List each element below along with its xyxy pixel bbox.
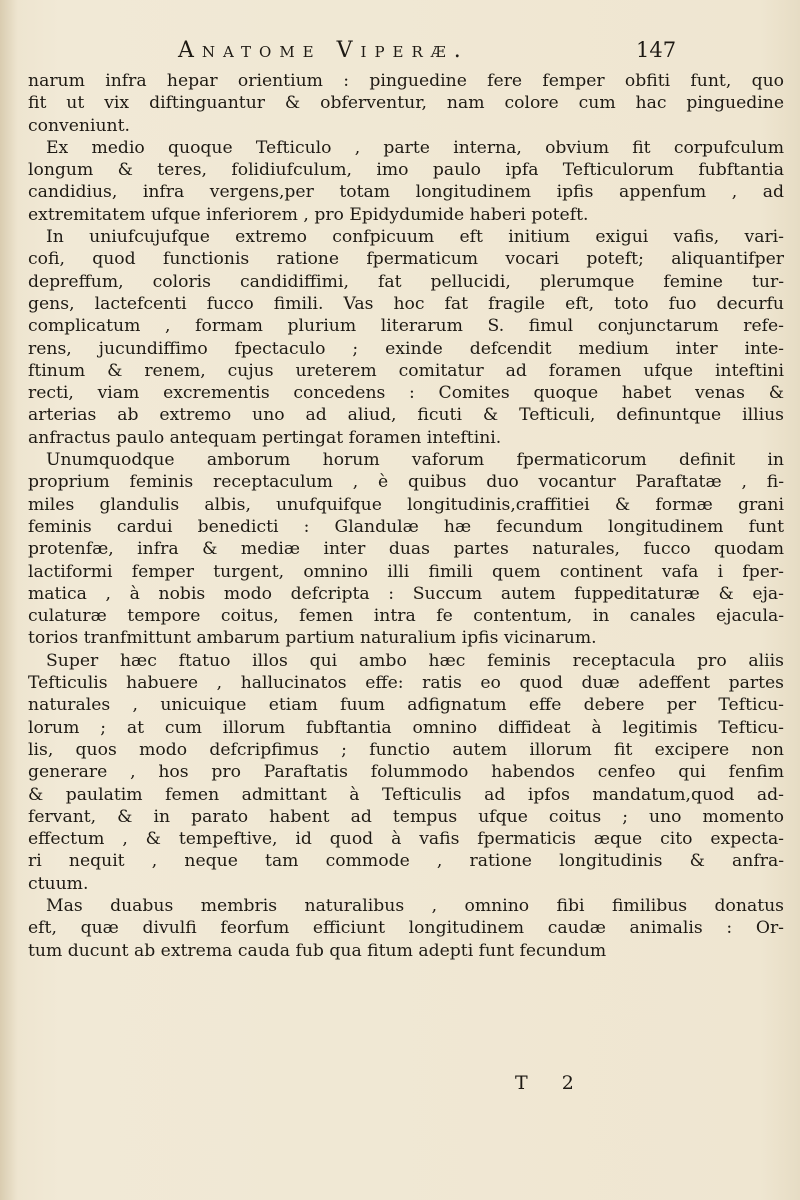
text-line: naturales , unicuique etiam fuum adfignatum effe debere per Tefticu- (28, 695, 784, 716)
text-line: In uniufcujufque extremo confpicuum eft initium exigui vafis, vari- (46, 227, 784, 248)
text-line: lactiformi femper turgent, omnino illi fimili quem continent vafa i fper- (28, 561, 784, 582)
text-line: Unumquodque amborum horum vaforum fpermaticorum definit in (46, 450, 784, 471)
running-head: Anatome Viperæ. (178, 38, 469, 63)
page-header (0, 32, 800, 72)
text-line: ftinum & renem, cujus ureterem comitatur ad foramen ufque inteftini (28, 360, 784, 381)
text-line: depreffum, coloris candidiffimi, fat pellucidi, plerumque femine tur- (28, 271, 784, 292)
text-line: arterias ab extremo uno ad aliud, ficuti & Tefticuli, definuntque illius (28, 405, 784, 426)
text-line: extremitatem ufque inferiorem , pro Epidydumide haberi poteft. (28, 204, 589, 225)
text-line: ri nequit , neque tam commode , ratione longitudinis & anfra- (28, 851, 784, 872)
text-line: & paulatim femen admittant à Tefticulis ad ipfos mandatum,quod ad- (28, 784, 784, 805)
text-line: eft, quæ divulfi feorfum efficiunt longitudinem caudæ animalis : Or- (28, 918, 784, 939)
text-line: miles glandulis albis, unufquifque longitudinis,craffitiei & formæ grani (28, 494, 784, 515)
text-line: lorum ; at cum illorum fubftantia omnino diffideat à legitimis Tefticu- (28, 717, 784, 738)
text-line: generare , hos pro Paraftatis folummodo habendos cenfeo qui fenfim (28, 762, 784, 783)
text-line: lis, quos modo defcripfimus ; functio autem illorum fit excipere non (28, 739, 784, 760)
text-line: rens, jucundiffimo fpectaculo ; exinde defcendit medium inter inte- (28, 338, 784, 359)
text-line: narum infra hepar orientium : pinguedine fere femper obfiti funt, quo (28, 71, 784, 91)
text-line: tum ducunt ab extrema cauda fub qua fitum adepti funt fecundum (28, 940, 607, 961)
text-line: recti, viam excrementis concedens : Comites quoque habet venas & (28, 383, 784, 404)
text-line: Mas duabus membris naturalibus , omnino fibi fimilibus donatus (46, 895, 784, 916)
text-line: conveniunt. (28, 115, 131, 136)
text-line: fit ut vix diftinguantur & obferventur, nam colore cum hac pinguedine (28, 93, 784, 114)
body-text (28, 70, 784, 962)
text-line: matica , à nobis modo defcripta : Succum autem fuppeditaturæ & eja- (28, 583, 784, 604)
text-line: fervant, & in parato habent ad tempus ufque coitus ; uno momento (28, 806, 784, 827)
text-line: protenfæ, infra & mediæ inter duas partes naturales, fucco quodam (28, 539, 784, 560)
signature-mark: T 2 (515, 1072, 588, 1094)
text-line: torios tranfmittunt ambarum partium naturalium ipfis vicinarum. (28, 628, 597, 649)
text-line: ctuum. (28, 873, 89, 894)
text-line: cofi, quod functionis ratione fpermaticum vocari poteft; aliquantifper (28, 249, 784, 270)
page-number: 147 (636, 38, 677, 62)
text-line: Tefticulis habuere , hallucinatos effe: ratis eo quod duæ adeffent partes (28, 673, 784, 694)
text-line: feminis cardui benedicti : Glandulæ hæ fecundum longitudinem funt (28, 516, 784, 537)
text-line: Super hæc ftatuo illos qui ambo hæc feminis receptacula pro aliis (46, 650, 784, 671)
text-line: anfractus paulo antequam pertingat foramen inteftini. (28, 427, 502, 448)
text-line: complicatum , formam plurium literarum S. fimul conjunctarum refe- (28, 316, 784, 337)
text-line: effectum , & tempeftive, id quod à vafis fpermaticis æque cito expecta- (28, 829, 784, 850)
text-line: culaturæ tempore coitus, femen intra fe contentum, in canales ejacula- (28, 606, 784, 627)
text-line: gens, lactefcenti fucco fimili. Vas hoc fat fragile eft, toto fuo decurfu (28, 293, 784, 314)
text-line: candidius, infra vergens,per totam longitudinem ipfis appenfum , ad (28, 182, 784, 203)
text-line: longum & teres, folidiufculum, imo paulo ipfa Tefticulorum fubftantia (28, 160, 784, 181)
text-line: proprium feminis receptaculum , è quibus duo vocantur Paraftatæ , fi- (28, 472, 784, 493)
text-line: Ex medio quoque Tefticulo , parte interna, obvium fit corpufculum (46, 137, 784, 158)
